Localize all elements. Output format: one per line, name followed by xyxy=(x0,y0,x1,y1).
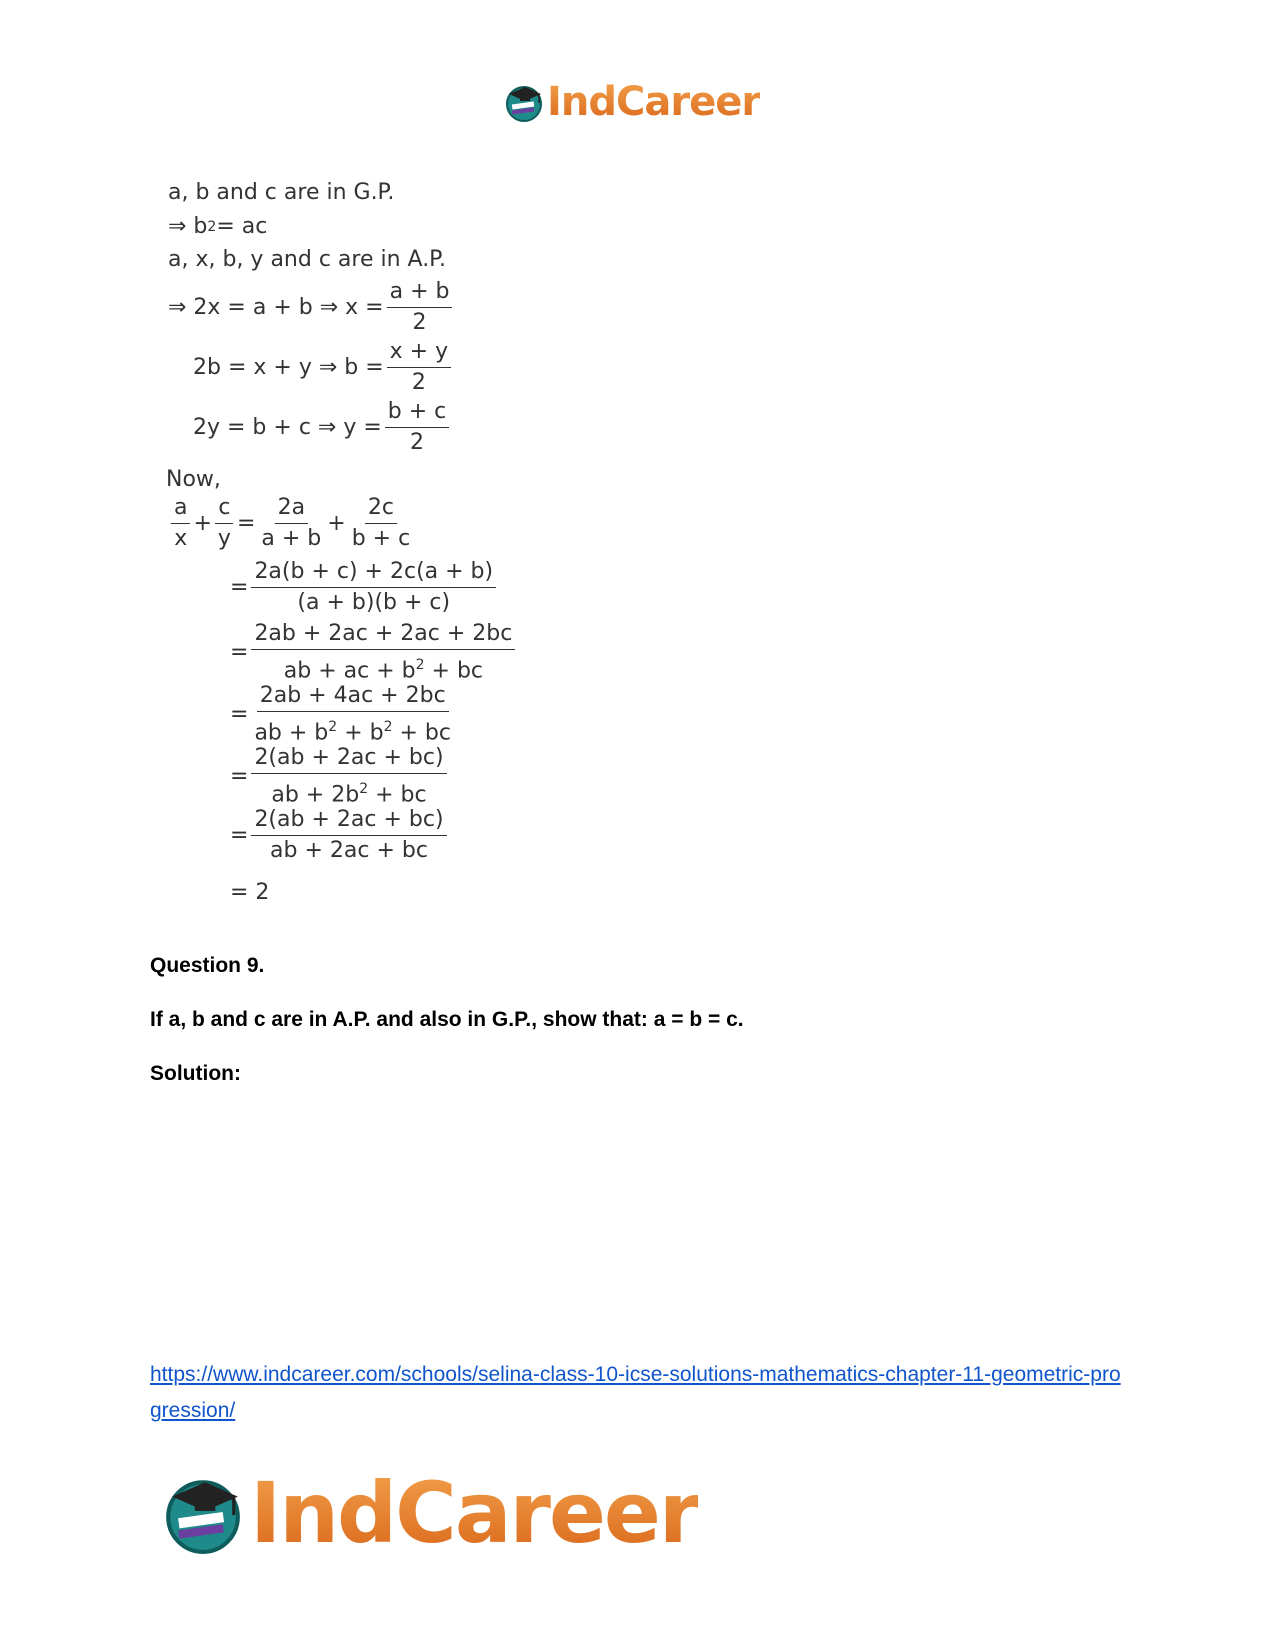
math-line xyxy=(193,398,452,457)
denominator: 2 xyxy=(410,430,425,455)
fraction xyxy=(171,494,190,553)
fraction xyxy=(387,278,453,337)
graduation-cap-icon xyxy=(160,1470,246,1556)
question-text: If a, b and c are in A.P. and also in G.P., show that: a = b = c. xyxy=(150,1008,744,1031)
denominator: b + c xyxy=(351,526,411,551)
math-text: a, b and c are in G.P. xyxy=(168,180,395,205)
operator: = xyxy=(230,640,249,666)
math-text: + bc xyxy=(424,658,484,684)
fraction xyxy=(251,744,446,809)
numerator: 2ab + 2ac + 2ac + 2bc xyxy=(251,620,515,650)
math-text: a, x, b, y and c are in A.P. xyxy=(168,247,447,272)
math-line xyxy=(166,467,221,492)
graduation-cap-icon xyxy=(503,81,545,123)
math-line xyxy=(230,682,457,747)
denominator: a + b xyxy=(261,526,322,551)
numerator: 2a xyxy=(275,494,308,524)
fraction xyxy=(349,494,413,553)
math-text: ⇒ 2x = a + b ⇒ x = xyxy=(168,295,384,320)
logo-wordmark: IndCareer xyxy=(547,79,761,125)
fraction xyxy=(251,620,515,685)
numerator: b + c xyxy=(385,398,449,428)
exponent: 2 xyxy=(415,657,425,673)
math-line xyxy=(168,214,267,239)
math-text: = 2 xyxy=(230,880,270,905)
numerator: 2(ab + 2ac + bc) xyxy=(251,806,446,836)
math-text: 2y = b + c ⇒ y = xyxy=(193,415,382,440)
denominator: ab + 2ac + bc xyxy=(270,838,428,863)
math-line xyxy=(168,278,455,337)
numerator: 2ab + 4ac + 2bc xyxy=(257,682,449,712)
header-logo xyxy=(503,80,760,124)
math-line xyxy=(230,558,499,617)
math-line xyxy=(230,806,450,865)
math-line xyxy=(230,880,269,905)
math-text: + bc xyxy=(368,782,427,808)
math-text: 2b = x + y ⇒ b = xyxy=(193,355,384,380)
numerator: c xyxy=(215,494,233,524)
exponent: 2 xyxy=(359,781,369,797)
fraction xyxy=(215,494,234,553)
denominator: x xyxy=(174,526,188,551)
operator: + xyxy=(327,511,346,536)
math-line xyxy=(168,494,416,553)
numerator: 2c xyxy=(365,494,397,524)
source-link[interactable]: https://www.indcareer.com/schools/selina-class-10-icse-solutions-mathematics-chapter-11-geometric-progression/ xyxy=(150,1363,1121,1422)
numerator: 2a(b + c) + 2c(a + b) xyxy=(251,558,496,588)
exponent: 2 xyxy=(207,218,217,235)
math-text: ab + 2b xyxy=(271,782,360,808)
denominator xyxy=(268,774,429,809)
fraction xyxy=(251,682,454,747)
math-text: = ac xyxy=(216,214,268,239)
fraction xyxy=(251,806,446,865)
operator: = xyxy=(230,823,249,848)
operator: = xyxy=(230,764,249,790)
math-line xyxy=(168,180,394,205)
operator: = xyxy=(230,575,249,600)
exponent: 2 xyxy=(383,719,393,735)
operator: = xyxy=(230,702,249,728)
solution-label: Solution: xyxy=(150,1062,241,1085)
denominator xyxy=(281,650,486,685)
numerator: a + b xyxy=(387,278,453,308)
math-line xyxy=(230,620,518,685)
math-text: ab + ac + b xyxy=(283,658,416,684)
question-label: Question 9. xyxy=(150,954,265,977)
exponent: 2 xyxy=(328,719,338,735)
numerator: 2(ab + 2ac + bc) xyxy=(251,744,446,774)
fraction xyxy=(387,338,451,397)
denominator xyxy=(251,712,454,747)
operator: = xyxy=(236,511,256,536)
math-text: ⇒ b xyxy=(168,214,208,239)
denominator: (a + b)(b + c) xyxy=(297,590,451,615)
math-text: + bc xyxy=(392,720,451,746)
operator: + xyxy=(193,511,212,536)
math-text: Now, xyxy=(166,467,221,492)
fraction xyxy=(385,398,449,457)
fraction xyxy=(258,494,324,553)
denominator: y xyxy=(217,526,231,551)
math-line xyxy=(230,744,450,809)
denominator: 2 xyxy=(411,370,426,395)
math-text: + b xyxy=(337,720,384,746)
math-text: ab + b xyxy=(254,720,329,746)
numerator: x + y xyxy=(387,338,451,368)
footer-logo xyxy=(160,1464,699,1562)
logo-wordmark: IndCareer xyxy=(250,1464,699,1562)
fraction xyxy=(251,558,496,617)
math-line xyxy=(193,338,454,397)
numerator: a xyxy=(171,494,190,524)
denominator: 2 xyxy=(412,310,427,335)
math-line xyxy=(168,247,446,272)
